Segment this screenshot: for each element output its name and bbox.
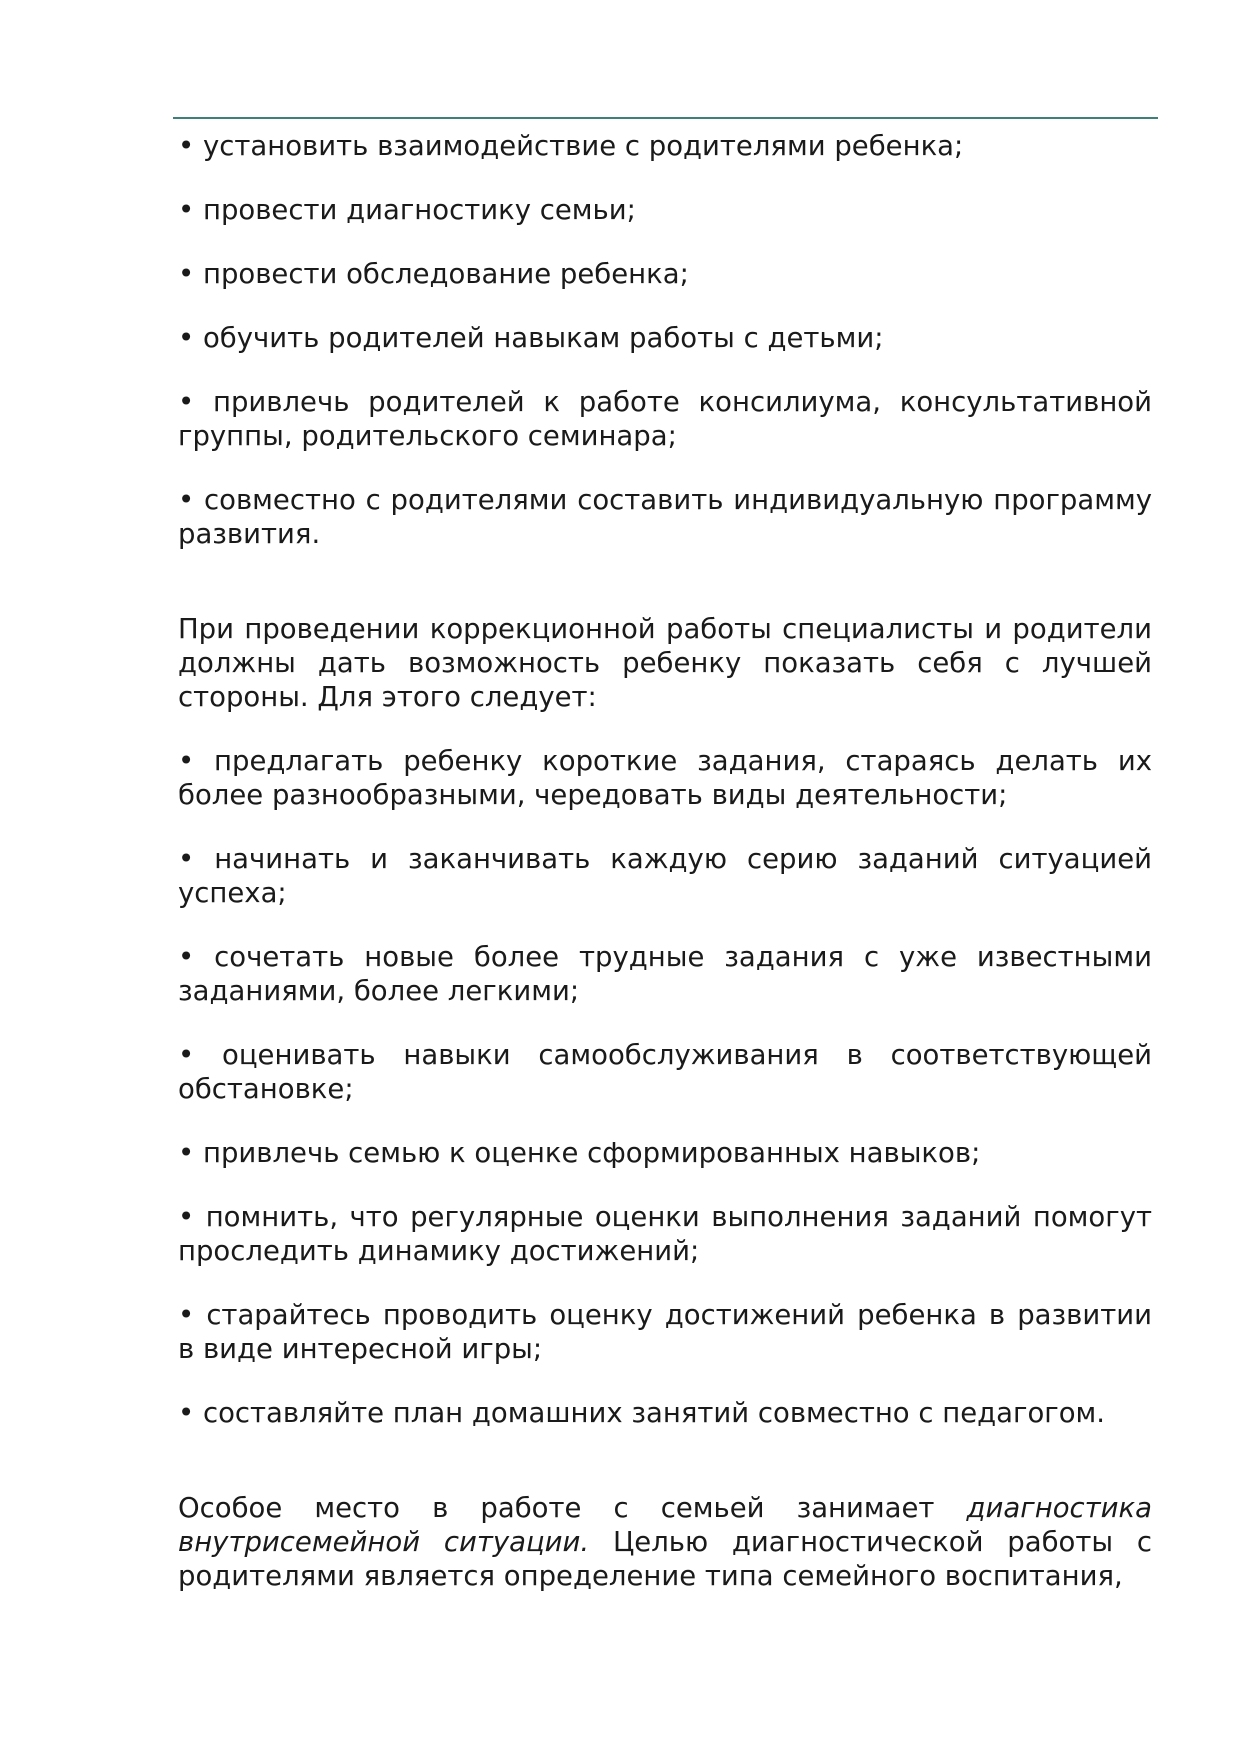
bullet-item: • составляйте план домашних занятий совместно с педагогом. [178, 1397, 1106, 1429]
bullet-item: • помнить, что регулярные оценки выполнения заданий помогут проследить динамику достижений; [178, 1201, 1152, 1267]
header-rule [173, 117, 1158, 119]
bullet-item: • совместно с родителями составить индивидуальную программу развития. [178, 484, 1152, 550]
paragraph-emphasis: диагностика внутрисемейной ситуации. [178, 1492, 1152, 1558]
bullet-item: • установить взаимодействие с родителями ребенка; [178, 130, 964, 162]
bullet-item: • привлечь семью к оценке сформированных навыков; [178, 1137, 981, 1169]
bullet-item: • провести диагностику семьи; [178, 194, 636, 226]
paragraph-text-start: Особое место в работе с семьей занимает [178, 1492, 967, 1524]
page-content [178, 129, 1152, 1623]
bullet-item: • сочетать новые более трудные задания с уже известными заданиями, более легкими; [178, 941, 1152, 1007]
bullet-item: • начинать и заканчивать каждую серию заданий ситуацией успеха; [178, 843, 1152, 909]
paragraph-correction-work: При проведении коррекционной работы специалисты и родители должны дать возможность ребенку показать себя с лучшей стороны. Для этого следует: [178, 613, 1152, 713]
bullet-item: • привлечь родителей к работе консилиума, консультативной группы, родительского семинара; [178, 386, 1152, 452]
bullet-item: • обучить родителей навыкам работы с детьми; [178, 322, 884, 354]
paragraph-family-diagnostics [178, 1491, 1152, 1593]
paragraph-text-end: Целью диагностической работы с родителями является определение типа семейного воспитания, [178, 1526, 1152, 1592]
bullet-item: • старайтесь проводить оценку достижений ребенка в развитии в виде интересной игры; [178, 1299, 1152, 1365]
bullet-item: • предлагать ребенку короткие задания, стараясь делать их более разнообразными, чередовать виды деятельности; [178, 745, 1152, 811]
bullet-item: • провести обследование ребенка; [178, 258, 689, 290]
bullet-item: • оценивать навыки самообслуживания в соответствующей обстановке; [178, 1039, 1152, 1105]
